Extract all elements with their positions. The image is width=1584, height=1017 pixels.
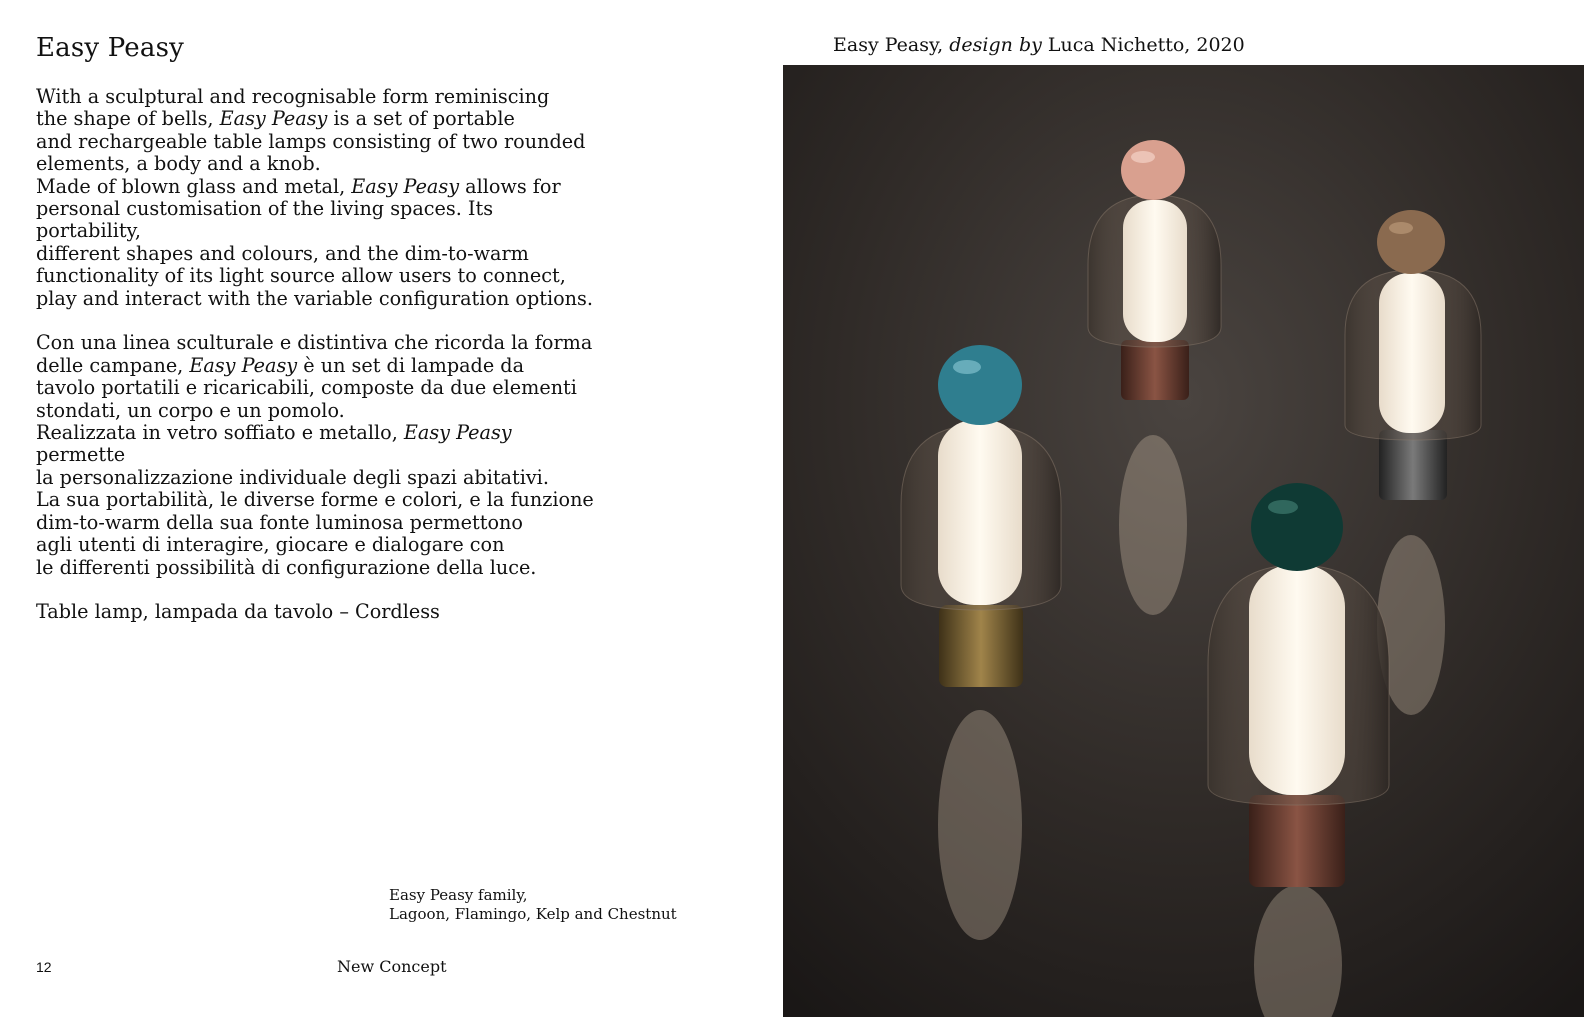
- it-line: dim-to-warm della sua fonte luminosa permettono: [36, 510, 523, 534]
- product-name-italic: Easy Peasy: [403, 421, 512, 445]
- product-type-line: Table lamp, lampada da tavolo – Cordless: [36, 600, 440, 624]
- it-line: Realizzata in vetro soffiato e metallo, Easy Peasy permette: [36, 421, 512, 467]
- en-line: the shape of bells, Easy Peasy is a set of portable: [36, 107, 515, 131]
- image-caption: Easy Peasy family, Lagoon, Flamingo, Kelp and Chestnut: [389, 886, 677, 923]
- product-photo: [783, 65, 1584, 1017]
- it-line: delle campane, Easy Peasy è un set di lampade da: [36, 353, 525, 377]
- it-line: la personalizzazione individuale degli spazi abitativi.: [36, 465, 549, 489]
- en-line: personal customisation of the living spaces. Its portability,: [36, 197, 494, 243]
- en-line: functionality of its light source allow users to connect,: [36, 264, 566, 288]
- it-line: Con una linea sculturale e distintiva che ricorda la forma: [36, 331, 593, 355]
- left-page: [0, 0, 783, 1017]
- it-line: le differenti possibilità di configurazione della luce.: [36, 555, 537, 579]
- en-line: elements, a body and a knob.: [36, 152, 321, 176]
- it-line: La sua portabilità, le diverse forme e colori, e la funzione: [36, 488, 594, 512]
- it-line: stondati, un corpo e un pomolo.: [36, 398, 345, 422]
- en-line: and rechargeable table lamps consisting of two rounded: [36, 129, 586, 153]
- lamps-illustration: [783, 65, 1584, 1017]
- en-line: Made of blown glass and metal, Easy Peasy allows for: [36, 174, 561, 198]
- product-name-italic: Easy Peasy: [351, 174, 460, 198]
- en-line: With a sculptural and recognisable form reminiscing: [36, 85, 550, 108]
- photo-header-caption: Easy Peasy, design by Luca Nichetto, 2020: [833, 34, 1245, 56]
- section-name: New Concept: [337, 957, 447, 976]
- it-line: tavolo portatili e ricaricabili, composte da due elementi: [36, 376, 577, 400]
- page-title: Easy Peasy: [36, 33, 185, 63]
- it-line: agli utenti di interagire, giocare e dialogare con: [36, 533, 505, 557]
- page-number: 12: [36, 959, 52, 975]
- en-line: play and interact with the variable configuration options.: [36, 286, 593, 310]
- design-by-italic: design by: [949, 34, 1042, 56]
- product-name-italic: Easy Peasy: [189, 353, 298, 377]
- product-name-italic: Easy Peasy: [219, 107, 328, 131]
- en-line: different shapes and colours, and the dim-to-warm: [36, 241, 529, 265]
- description-block: [36, 86, 596, 624]
